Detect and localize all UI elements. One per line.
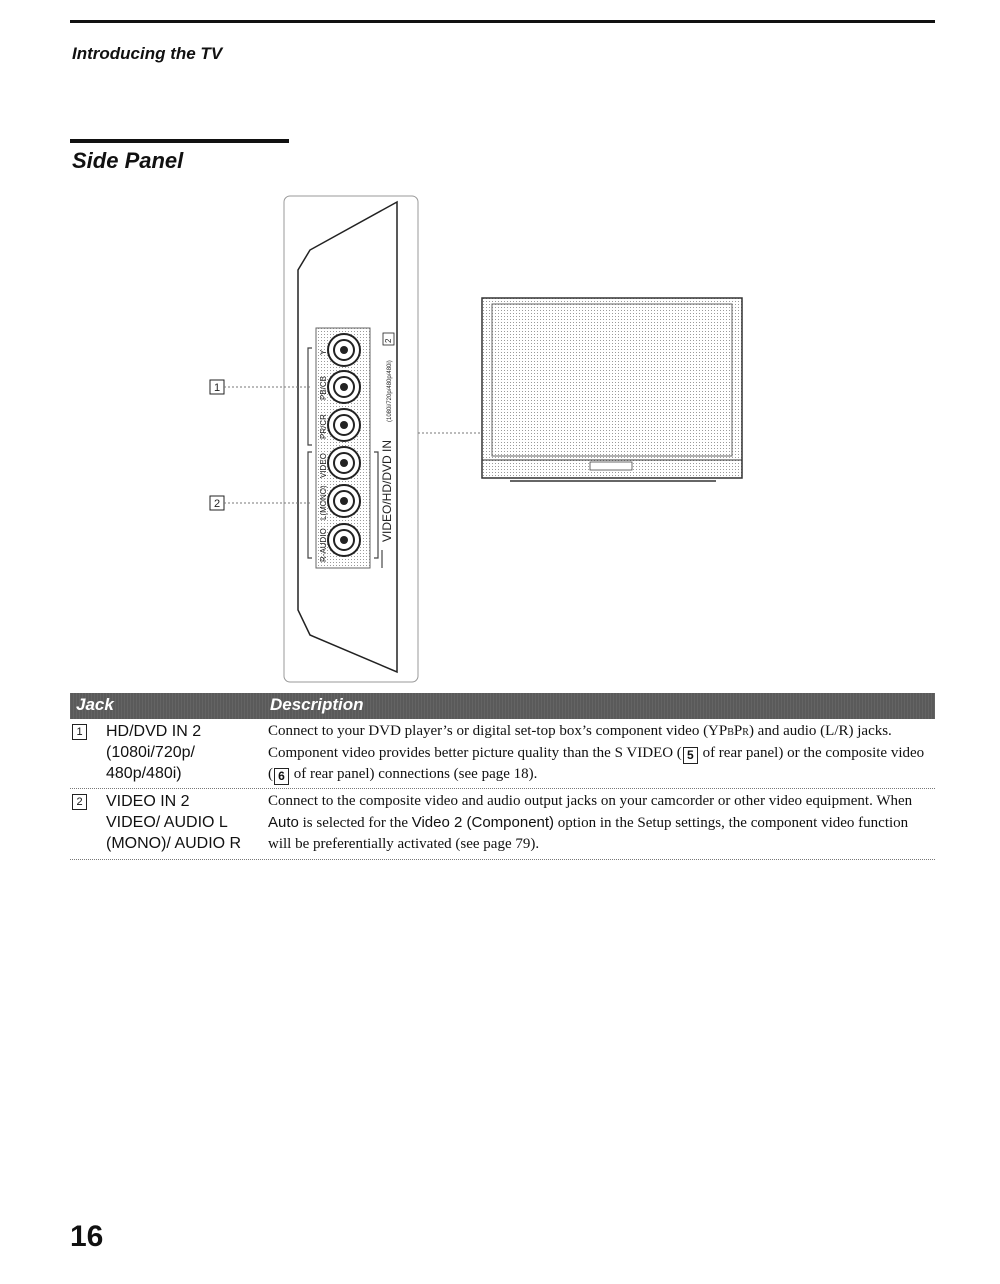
page-number: 16 [70, 1220, 104, 1253]
top-rule [70, 20, 935, 23]
panel-label-small: (1080i/720p/480p/480i) [387, 360, 393, 422]
row-number: 1 [72, 724, 87, 740]
label-y: Y [319, 349, 328, 355]
jack-table [70, 693, 935, 860]
jack-pb [328, 371, 360, 403]
label-pr: PR/CR [319, 414, 328, 439]
table-row [70, 719, 935, 789]
jack-description: Connect to your DVD player’s or digital set-top box’s component video (YPBPR) and audio (L/R) jacks. Component video provides better picture quality than the S VIDEO ( 5 of rear panel) or the composite video ( 6 of rear panel) connections (see page 18). [268, 723, 925, 783]
running-head: Introducing the TV [72, 44, 223, 63]
side-panel-figure [180, 190, 760, 685]
ref-box: 6 [274, 768, 289, 785]
jack-audio-l [328, 485, 360, 517]
section-rule [70, 139, 289, 143]
jack-name: VIDEO IN 2 VIDEO/ AUDIO L (MONO)/ AUDIO R [106, 793, 242, 852]
panel-label: VIDEO/HD/DVD IN [380, 439, 394, 542]
label-audio-r: R-AUDIO [319, 528, 328, 562]
jack-pr [328, 409, 360, 441]
section-title: Side Panel [72, 148, 184, 173]
label-video: VIDEO [319, 453, 328, 478]
header-description: Description [270, 695, 364, 714]
table-row [70, 789, 935, 860]
jack-y [328, 334, 360, 366]
jack-name: HD/DVD IN 2 (1080i/720p/ 480p/480i) [106, 723, 202, 782]
jack-audio-r [328, 524, 360, 556]
tv-illustration [482, 298, 742, 481]
row-number: 2 [72, 794, 87, 810]
callout-1: 1 [213, 382, 221, 394]
label-audio-l: L(MONO) [319, 485, 328, 520]
label-pb: PB/CB [319, 375, 328, 400]
jack-video [328, 447, 360, 479]
header-jack: Jack [76, 695, 114, 714]
side-panel-illustration [180, 190, 760, 685]
table-header [70, 693, 935, 719]
callout-2: 2 [213, 498, 221, 510]
jack-description: Connect to the composite video and audio output jacks on your camcorder or other video equipment. When Auto is selected for the Video 2 (Component) option in the Setup settings, the component video function will be preferentially activated (see page 79). [268, 793, 913, 852]
panel-badge: 2 [384, 338, 393, 343]
ref-box: 5 [683, 747, 698, 764]
